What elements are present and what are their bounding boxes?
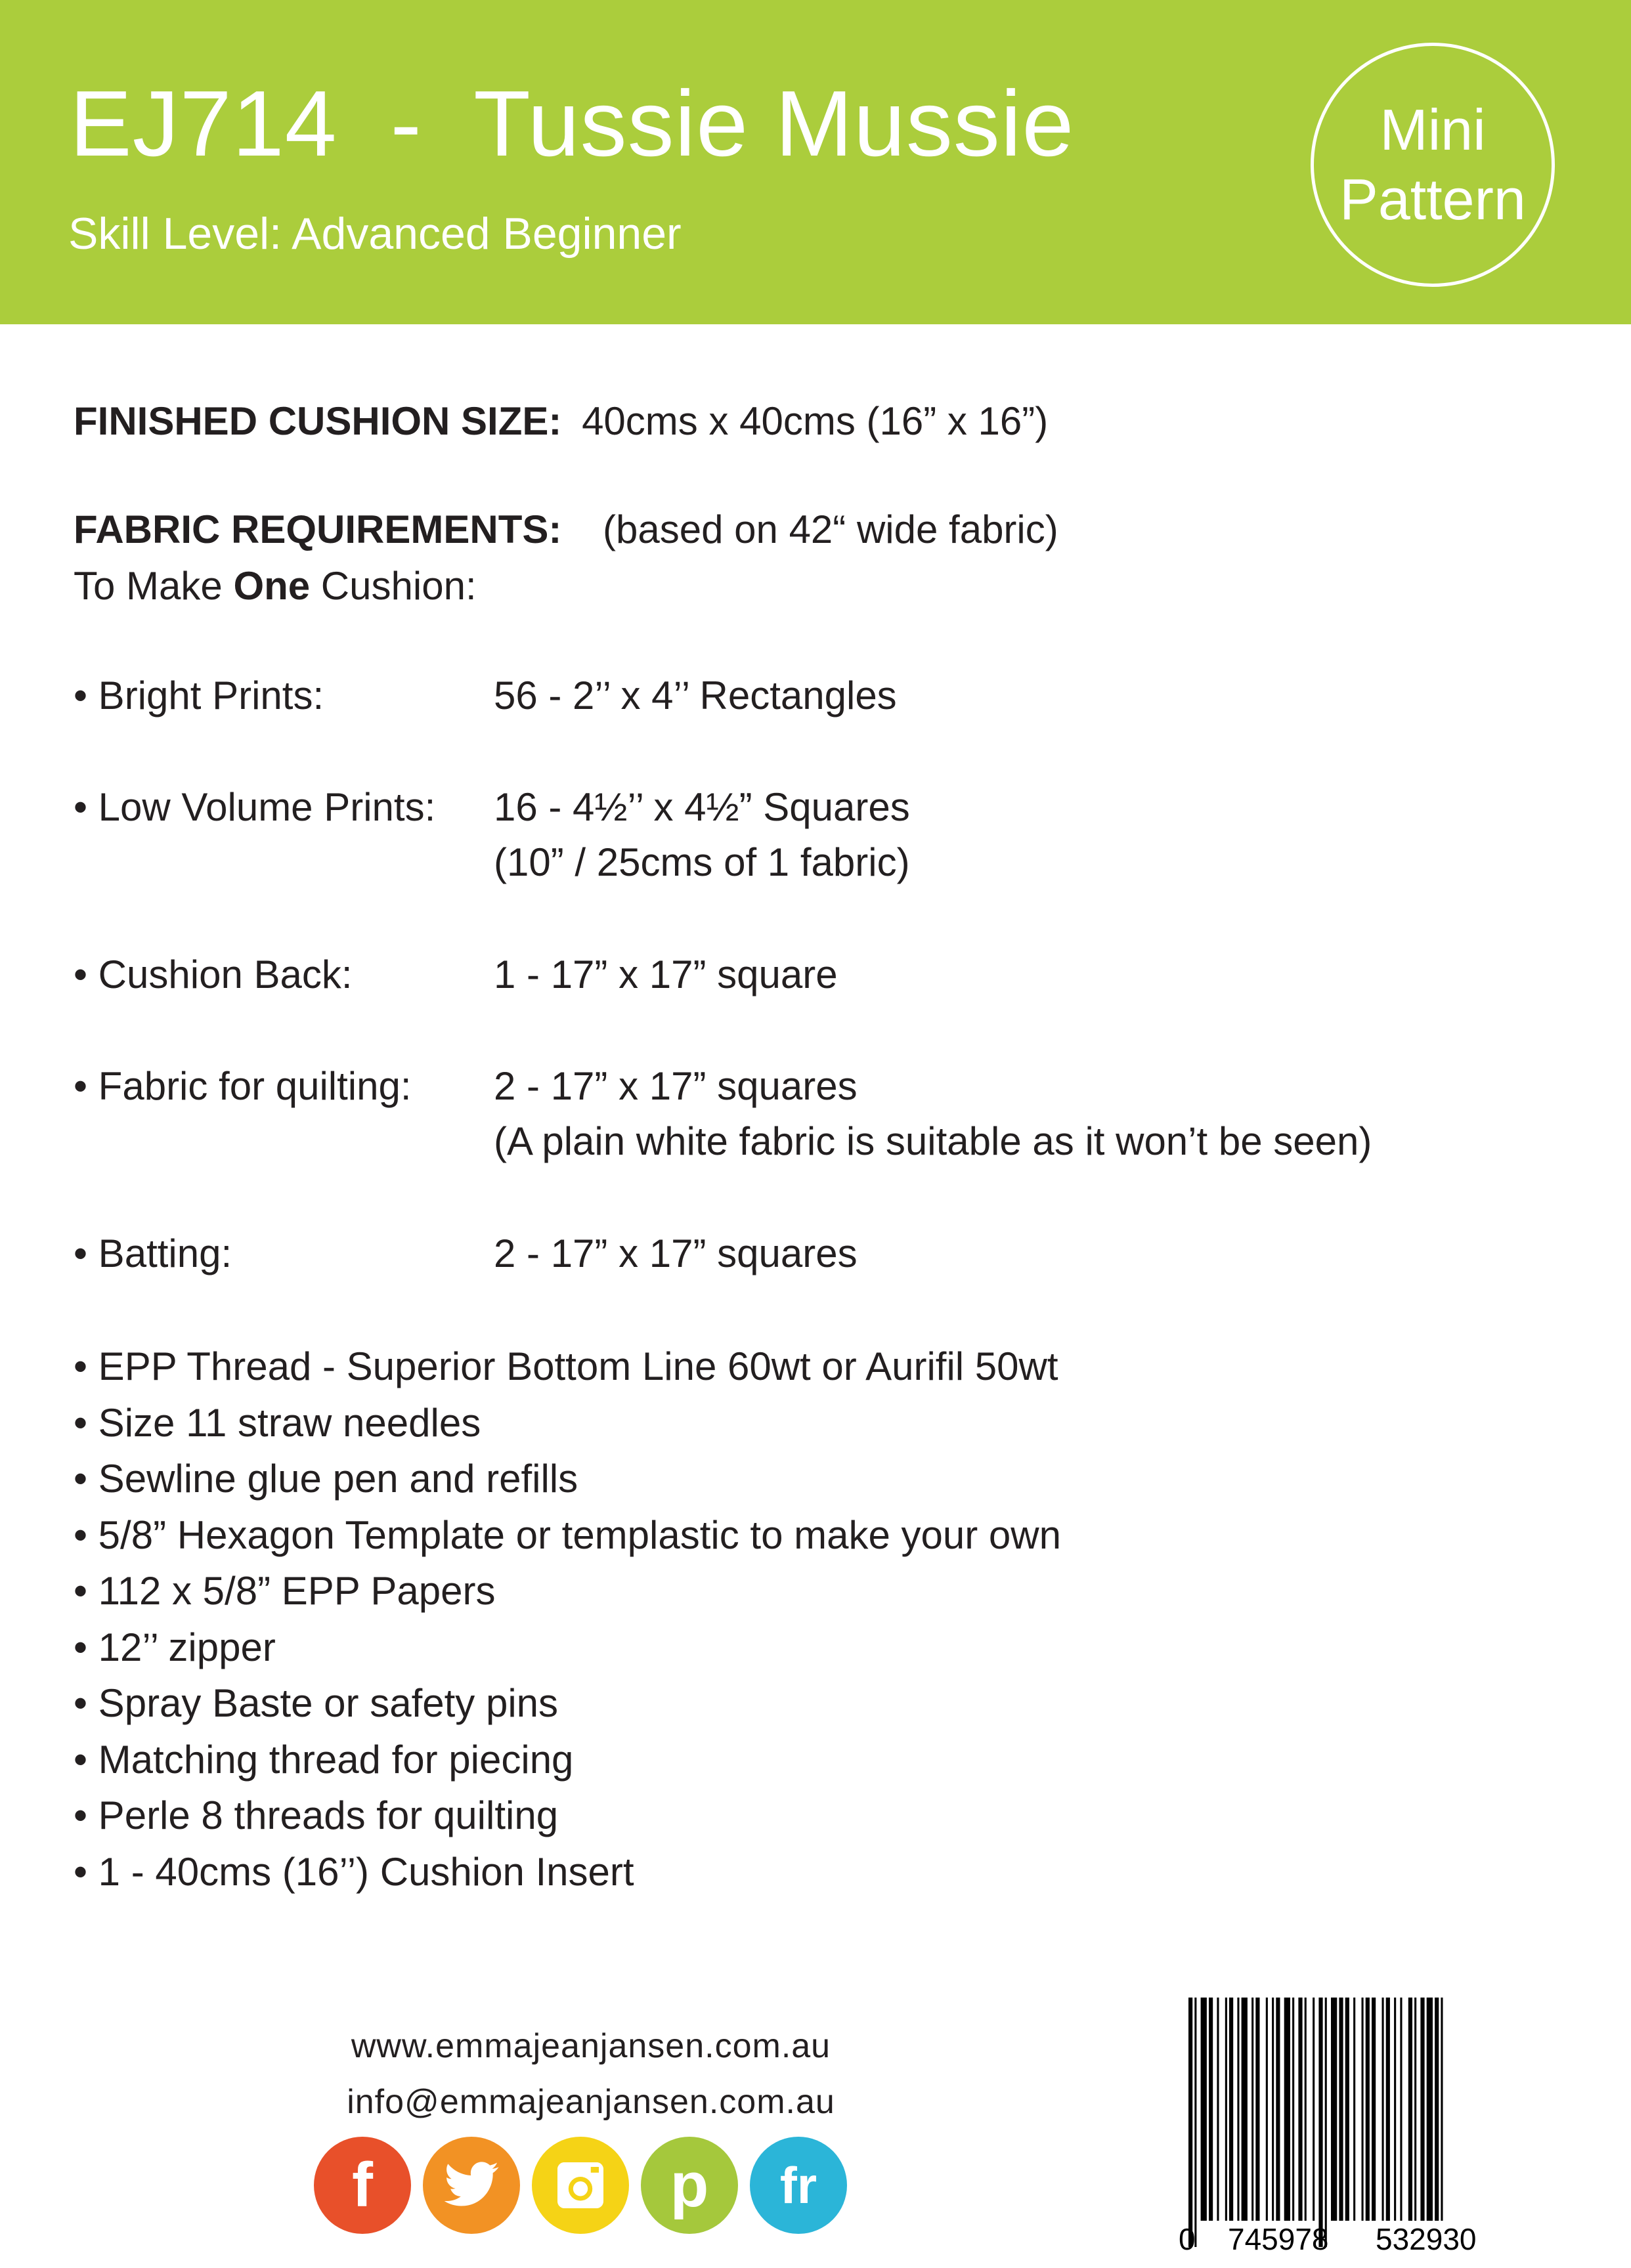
skill-level: Skill Level: Advanced Beginner (68, 209, 682, 259)
supply-item: • Perle 8 threads for quilting (74, 1793, 559, 1837)
fabric-item-amount (494, 780, 910, 890)
fabric-item (74, 947, 838, 1002)
fabric-requirements-line (74, 502, 1058, 557)
badge-line-1: Mini (1380, 97, 1486, 163)
barcode-bar (1225, 1998, 1227, 2221)
fabric-requirements-label: FABRIC REQUIREMENTS: (74, 507, 562, 551)
barcode-bar (1408, 1998, 1412, 2221)
barcode-bar (1188, 1998, 1192, 2247)
barcode-bar (1331, 1998, 1337, 2221)
fabric-item (74, 1059, 1372, 1163)
barcode-bar (1382, 1998, 1384, 2221)
make-bold: One (233, 564, 311, 608)
barcode-bar (1201, 1998, 1207, 2221)
finished-size-value: 40cms x 40cms (16” x 16”) (582, 399, 1049, 443)
barcode (1179, 1992, 1510, 2256)
barcode-bar (1266, 1998, 1268, 2221)
supply-item: • Size 11 straw needles (74, 1400, 481, 1445)
fabric-item-name: • Batting: (74, 1231, 232, 1275)
fabric-item-line1: 1 - 17” x 17” square (494, 952, 838, 996)
barcode-bar (1305, 1998, 1307, 2221)
barcode-bar (1325, 1998, 1327, 2247)
supply-item: • Sewline glue pen and refills (74, 1457, 578, 1501)
barcode-bar (1414, 1998, 1416, 2221)
fabric-item-line2: (10” / 25cms of 1 fabric) (494, 840, 910, 884)
barcode-bar (1242, 1998, 1248, 2221)
barcode-bar (1318, 1998, 1322, 2247)
barcode-group-1: 745978 (1228, 2222, 1329, 2256)
fabric-requirements-note: (based on 42“ wide fabric) (603, 507, 1058, 551)
header-banner (0, 0, 1631, 324)
barcode-bar (1427, 1998, 1433, 2221)
website-link[interactable]: www.emmajeanjansen.com.au (351, 2027, 831, 2065)
make-prefix: To Make (74, 564, 234, 608)
finished-size-label: FINISHED CUSHION SIZE: (74, 399, 562, 443)
barcode-bar (1435, 1998, 1439, 2221)
barcode-bar (1313, 1998, 1315, 2221)
fabric-item-amount (494, 1226, 858, 1281)
email-link[interactable]: info@emmajeanjansen.com.au (347, 2083, 835, 2121)
barcode-bar (1276, 1998, 1280, 2221)
barcode-bar (1394, 1998, 1396, 2221)
fabric-item-line1: 2 - 17” x 17” squares (494, 1064, 858, 1108)
barcode-bar (1386, 1998, 1390, 2221)
barcode-bar (1400, 1998, 1402, 2221)
facebook-icon[interactable] (314, 2137, 411, 2234)
contact-block (309, 2019, 873, 2130)
barcode-bar (1372, 1998, 1376, 2221)
make-suffix: Cushion: (310, 564, 477, 608)
supply-item: • 12’’ zipper (74, 1625, 276, 1669)
barcode-bar (1217, 1998, 1219, 2221)
fabric-item (74, 668, 897, 723)
barcode-bar (1345, 1998, 1349, 2221)
pattern-title: EJ714 - Tussie Mussie (70, 72, 1075, 176)
fabric-item-amount (494, 947, 838, 1002)
fabric-item-name: • Bright Prints: (74, 674, 324, 717)
barcode-bar (1194, 1998, 1196, 2247)
barcode-bar (1339, 1998, 1343, 2221)
twitter-bird-glyph (442, 2156, 501, 2215)
fabric-item-line1: 16 - 4½’’ x 4½” Squares (494, 785, 910, 829)
fabric-item (74, 780, 910, 884)
barcode-bar (1298, 1998, 1302, 2221)
barcode-bar (1272, 1998, 1274, 2221)
fabric-item-amount (494, 668, 897, 723)
fabric-item-line2: (A plain white fabric is suitable as it won’t be seen) (494, 1119, 1372, 1163)
barcode-bar (1362, 1998, 1364, 2221)
instagram-icon[interactable] (532, 2137, 629, 2234)
fabric-item-line1: 2 - 17” x 17” squares (494, 1231, 858, 1275)
twitter-icon[interactable] (423, 2137, 520, 2234)
fabric-item-name: • Low Volume Prints: (74, 785, 436, 829)
barcode-digit-left: 0 (1179, 2222, 1196, 2256)
fabric-item-amount (494, 1059, 1372, 1169)
barcode-bar (1420, 1998, 1424, 2221)
barcode-bar (1255, 1998, 1259, 2221)
badge-line-2: Pattern (1339, 167, 1526, 232)
fabric-item-name: • Fabric for quilting: (74, 1064, 412, 1108)
fabric-item (74, 1226, 858, 1281)
camera-glyph (553, 2158, 608, 2213)
finished-size-line (74, 394, 1048, 449)
barcode-bar (1366, 1998, 1370, 2221)
supply-item: • Matching thread for piecing (74, 1737, 574, 1782)
barcode-bar (1292, 1998, 1294, 2221)
supply-item: • 1 - 40cms (16’’) Cushion Insert (74, 1849, 634, 1894)
barcode-group-2: 532930 (1376, 2222, 1477, 2256)
make-one-line (74, 559, 477, 614)
barcode-bar (1441, 1998, 1443, 2221)
supply-item: • Spray Baste or safety pins (74, 1681, 559, 1725)
supply-item: • 5/8” Hexagon Template or templastic to make your own (74, 1512, 1061, 1557)
mini-pattern-badge (1311, 43, 1555, 287)
supply-item: • EPP Thread - Superior Bottom Line 60wt or Aurifil 50wt (74, 1344, 1058, 1388)
pinterest-icon[interactable] (641, 2137, 738, 2234)
barcode-bar (1229, 1998, 1233, 2221)
flickr-glyph: fr (779, 2156, 817, 2214)
fabric-item-name: • Cushion Back: (74, 952, 353, 996)
barcode-bar (1284, 1998, 1290, 2221)
flickr-icon[interactable] (750, 2137, 847, 2234)
barcode-bar (1353, 1998, 1355, 2221)
facebook-glyph: f (352, 2150, 373, 2220)
barcode-bar (1251, 1998, 1253, 2221)
barcode-bar (1209, 1998, 1213, 2221)
pinterest-glyph: p (670, 2150, 709, 2220)
fabric-item-line1: 56 - 2’’ x 4’’ Rectangles (494, 674, 897, 717)
barcode-bar (1237, 1998, 1239, 2221)
supply-item: • 112 x 5/8” EPP Papers (74, 1569, 496, 1613)
